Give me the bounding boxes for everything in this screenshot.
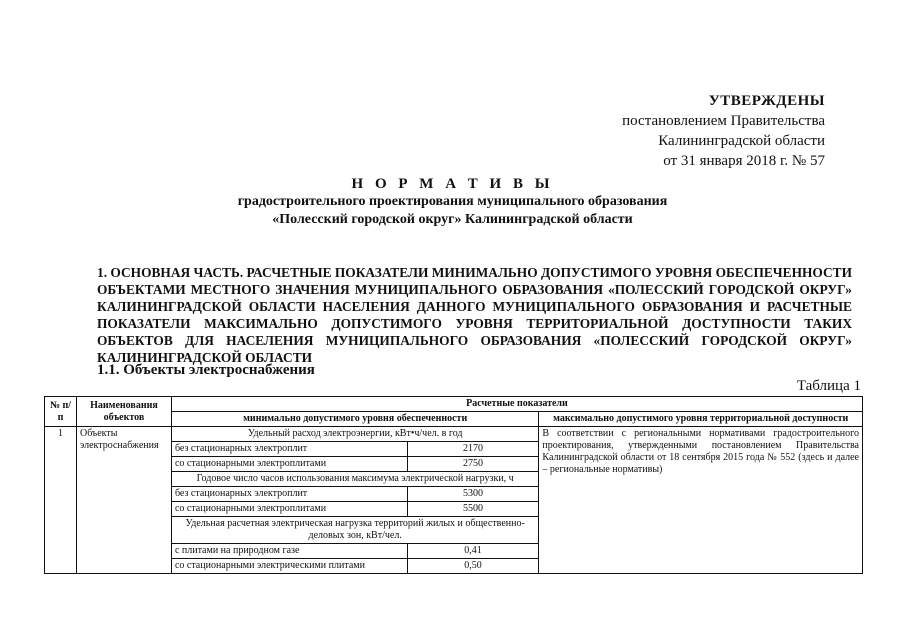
table-row bbox=[45, 427, 863, 442]
title-line-2: «Полесский городской округ» Калининградской области bbox=[272, 212, 633, 227]
table-header-row-1 bbox=[45, 397, 863, 412]
g3-r1-value: 0,41 bbox=[407, 544, 539, 559]
header-calc: Расчетные показатели bbox=[171, 397, 862, 412]
approval-line-3: от 31 января 2018 г. № 57 bbox=[663, 153, 825, 169]
g3-r1-label: с плитами на природном газе bbox=[171, 544, 407, 559]
approval-line-1: постановлением Правительства bbox=[622, 113, 825, 129]
row-number: 1 bbox=[45, 427, 77, 574]
max-access-text: В соответствии с региональными нормативами градостроительного проектирования, утвержденными постановлением Правительства Калининградской области от 18 сентября 2015 года № 552 (здесь и далее – региональные нормативы) bbox=[539, 427, 863, 574]
g2-r2-label: со стационарными электроплитами bbox=[171, 502, 407, 517]
row-name: Объекты электроснабжения bbox=[76, 427, 171, 574]
title-line-1: градостроительного проектирования муниципального образования bbox=[237, 194, 668, 209]
g2-r1-label: без стационарных электроплит bbox=[171, 487, 407, 502]
document-title bbox=[0, 176, 905, 229]
g1-r1-label: без стационарных электроплит bbox=[171, 442, 407, 457]
header-max: максимально допустимого уровня территориальной доступности bbox=[539, 412, 863, 427]
title-heading: Н О Р М А Т И В Ы bbox=[351, 176, 554, 192]
approval-line-2: Калининградской области bbox=[658, 133, 825, 149]
section-heading: 1. ОСНОВНАЯ ЧАСТЬ. РАСЧЕТНЫЕ ПОКАЗАТЕЛИ МИНИМАЛЬНО ДОПУСТИМОГО УРОВНЯ ОБЕСПЕЧЕННОСТИ ОБЪЕКТАМИ МЕСТНОГО ЗНАЧЕНИЯ МУНИЦИПАЛЬНОГО ОБРАЗОВАНИЯ «ПОЛЕССКИЙ ГОРОДСКОЙ ОКРУГ» КАЛИНИНГРАДСКОЙ ОБЛАСТИ НАСЕЛЕНИЯ ДАННОГО МУНИЦИПАЛЬНОГО ОБРАЗОВАНИЯ И РАСЧЕТНЫЕ ПОКАЗАТЕЛИ МАКСИМАЛЬНО ДОПУСТИМОГО УРОВНЯ ТЕРРИТОРИАЛЬНОЙ ДОСТУПНОСТИ ТАКИХ ОБЪЕКТОВ ДЛЯ НАСЕЛЕНИЯ МУНИЦИПАЛЬНОГО ОБРАЗОВАНИЯ «ПОЛЕССКИЙ ГОРОДСКОЙ ОКРУГ» КАЛИНИНГРАДСКОЙ ОБЛАСТИ bbox=[97, 265, 852, 365]
group1-title: Удельный расход электроэнергии, кВт•ч/чел. в год bbox=[171, 427, 538, 442]
header-min: минимально допустимого уровня обеспеченности bbox=[171, 412, 538, 427]
g1-r2-value: 2750 bbox=[407, 457, 539, 472]
g2-r1-value: 5300 bbox=[407, 487, 539, 502]
header-number: № п/п bbox=[45, 397, 77, 427]
header-name: Наименования объектов bbox=[76, 397, 171, 427]
table-caption: Таблица 1 bbox=[796, 378, 861, 394]
g3-r2-value: 0,50 bbox=[407, 559, 539, 574]
subsection-heading: 1.1. Объекты электроснабжения bbox=[97, 362, 315, 378]
approval-block bbox=[622, 91, 825, 171]
group3-title: Удельная расчетная электрическая нагрузка территорий жилых и общественно-деловых зон, кВт/чел. bbox=[171, 517, 538, 544]
g1-r1-value: 2170 bbox=[407, 442, 539, 457]
group2-title: Годовое число часов использования максимума электрической нагрузки, ч bbox=[171, 472, 538, 487]
approval-heading: УТВЕРЖДЕНЫ bbox=[708, 93, 825, 109]
g2-r2-value: 5500 bbox=[407, 502, 539, 517]
norms-table bbox=[44, 396, 863, 574]
g1-r2-label: со стационарными электроплитами bbox=[171, 457, 407, 472]
g3-r2-label: со стационарными электрическими плитами bbox=[171, 559, 407, 574]
